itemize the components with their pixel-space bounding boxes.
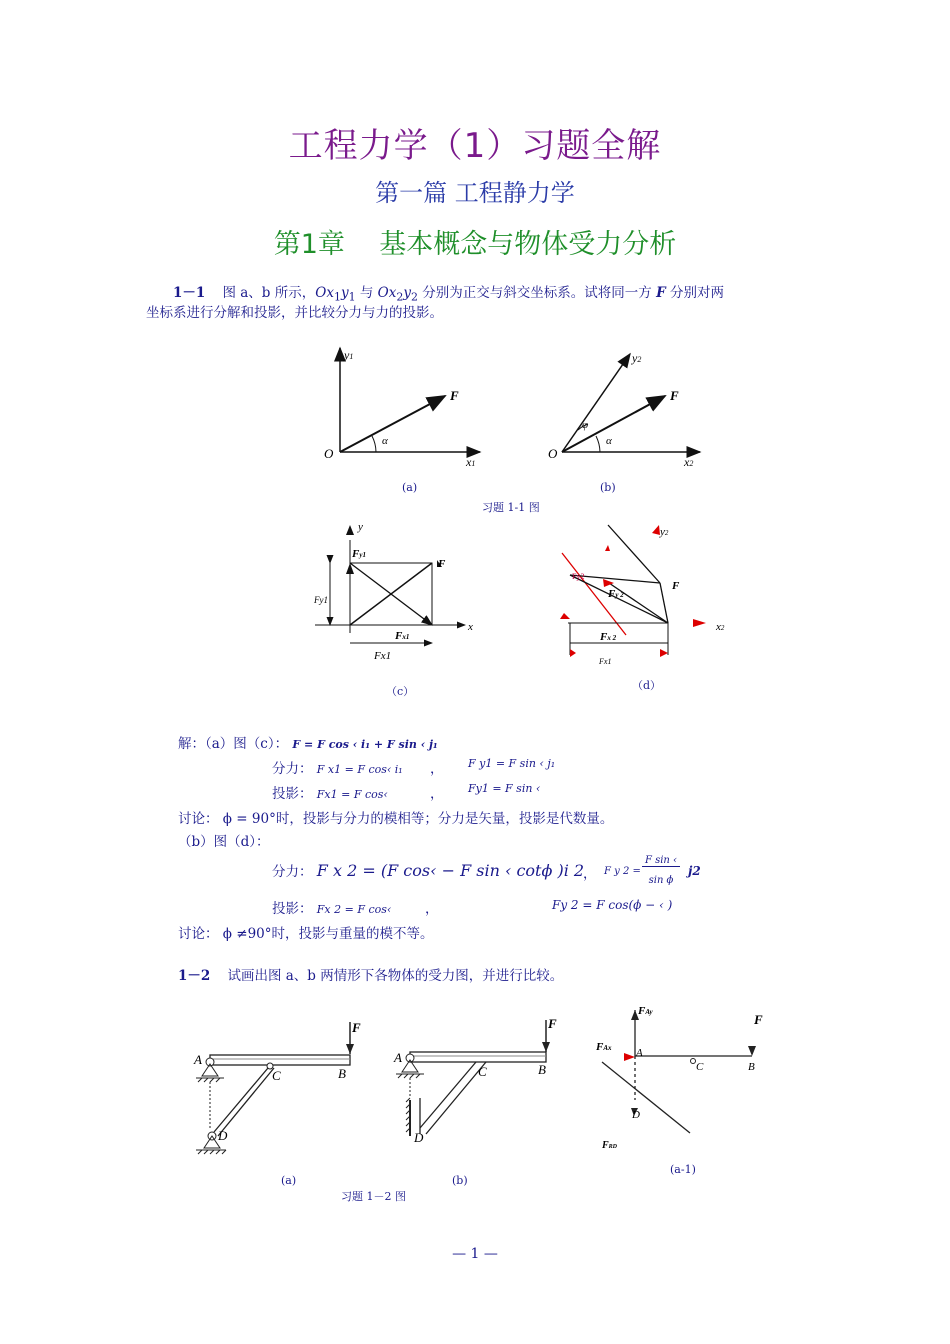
solution-a-fenli xyxy=(272,757,403,777)
Fx1-label: Fx1 xyxy=(599,657,612,666)
force-label: F xyxy=(352,1020,361,1035)
chapter-number: 1 xyxy=(300,229,318,260)
problem-text: 试画出图 a、b 两情形下各物体的受力图，并进行比较。 xyxy=(227,968,564,984)
label: 分力： xyxy=(272,761,313,777)
problem-text: 分别对两 xyxy=(665,285,724,301)
figure-1-2-caption: 习题 1－2 图 xyxy=(341,1190,406,1203)
force-label: F xyxy=(450,388,459,403)
page-number: — 1 — xyxy=(452,1246,498,1262)
point-label-A: A xyxy=(394,1050,402,1065)
Fx2-label: Fx 2 xyxy=(600,631,617,643)
figure-1-2-b xyxy=(390,1010,570,1160)
equation: F = F cos ‹ i₁ + F sin ‹ j₁ xyxy=(292,738,438,751)
equation: j2 xyxy=(688,864,701,878)
force-label: F xyxy=(548,1016,557,1031)
axis-label-x: x xyxy=(468,621,473,633)
problem-text: 图 a、b 所示， xyxy=(222,285,316,301)
solution-a-heading: 解：（a）图（c）： xyxy=(178,736,289,752)
problem-1-2-text xyxy=(178,966,563,986)
figure-b-label: (b) xyxy=(600,481,616,494)
origin-label: O xyxy=(324,446,334,461)
chapter-heading xyxy=(0,222,950,261)
comma: ， xyxy=(430,761,444,777)
equation: F y1 = F sin ‹ j₁ xyxy=(468,757,556,770)
point-label-C: C xyxy=(272,1068,281,1083)
comma: ， xyxy=(425,901,439,917)
solution-b-fenli xyxy=(272,860,584,880)
force-label: F xyxy=(672,580,680,592)
math-subscript: 2 xyxy=(411,290,418,304)
angle-label: φ xyxy=(582,419,589,431)
equation: Fy 2 = F cos(ϕ − ‹ ) xyxy=(552,898,673,912)
point-label-D: D xyxy=(414,1130,424,1145)
problem-number: 1－1 xyxy=(173,285,206,301)
FAx-label: FAx xyxy=(596,1041,612,1053)
equation: F x 2 = (F cos‹ − F sin ‹ cotϕ )i 2 xyxy=(316,861,585,880)
equation: Fx 2 = F cos‹ xyxy=(316,903,392,916)
point-label-B: B xyxy=(538,1062,546,1077)
axis-label-y: y xyxy=(358,521,363,533)
figure-1-1-caption: 习题 1-1 图 xyxy=(482,501,540,514)
axis-label-x1: x1 xyxy=(466,455,476,469)
figure-c-label: （c） xyxy=(386,685,415,698)
point-label-B: B xyxy=(338,1066,346,1081)
FRD-label: FRD xyxy=(602,1140,618,1151)
axis-label-x2: x2 xyxy=(684,455,694,469)
axis-label-x2: x2 xyxy=(716,621,725,633)
part-heading: 第一篇 工程静力学 xyxy=(375,179,575,207)
point-label-B: B xyxy=(748,1061,755,1073)
label: 投影： xyxy=(272,901,313,917)
document-title: 工程力学（1）习题全解 xyxy=(288,126,662,166)
discussion-2: 讨论： ϕ ≠90°时，投影与重量的模不等。 xyxy=(178,926,434,942)
chapter-name: 基本概念与物体受力分析 xyxy=(379,229,677,260)
math-symbol: Ox xyxy=(315,285,334,301)
figure-1-2-a1-label: (a-1) xyxy=(670,1163,696,1176)
force-label: F xyxy=(438,558,446,570)
fraction-numerator: F sin ‹ xyxy=(642,855,680,867)
Fy2-red-label: Fy2 xyxy=(572,572,585,581)
problem-text: 与 xyxy=(355,285,378,301)
equation: F y 2 = xyxy=(604,866,641,877)
equation: Fy1 = F sin ‹ xyxy=(468,782,541,795)
solution-a-line xyxy=(178,732,438,752)
figure-d-label: （d） xyxy=(632,679,662,692)
math-subscript: 1 xyxy=(348,290,356,304)
FAy-label: FAy xyxy=(638,1005,653,1017)
label: 投影： xyxy=(272,786,313,802)
solution-b-heading: （b）图（d）： xyxy=(178,834,270,850)
problem-number: 1－2 xyxy=(178,968,211,984)
problem-text: 分别为正交与斜交坐标系。试将同一方 xyxy=(418,285,657,301)
Fx1-label: Fx1 xyxy=(395,630,410,642)
comma: ， xyxy=(430,786,444,802)
axis-label-y1: y1 xyxy=(344,348,354,362)
angle-label: α xyxy=(606,435,612,447)
force-label: F xyxy=(670,388,679,403)
figure-c xyxy=(300,515,490,665)
equation: Fx1 = F cos‹ xyxy=(316,788,388,801)
Fx1-bottom-label: Fx1 xyxy=(374,650,392,662)
math-symbol: F xyxy=(656,285,666,301)
figure-1-2-a xyxy=(190,1010,370,1160)
point-label-A: A xyxy=(636,1047,643,1059)
comma: ， xyxy=(583,866,597,882)
solution-b-touying xyxy=(272,897,391,917)
figure-d xyxy=(548,515,748,675)
fraction-denominator: sin ϕ xyxy=(648,875,674,886)
figure-1-2-a1 xyxy=(590,1000,780,1160)
origin-label: O xyxy=(548,446,558,461)
point-label-A: A xyxy=(194,1052,202,1067)
force-label: F xyxy=(754,1012,763,1027)
point-label-C: C xyxy=(696,1061,704,1073)
problem-1-1-text-line2: 坐标系进行分解和投影，并比较分力与力的投影。 xyxy=(146,305,443,321)
equation: F x1 = F cos‹ i₁ xyxy=(316,763,403,776)
Fy1-label: Fy1 xyxy=(352,548,366,560)
figure-a-label: (a) xyxy=(402,481,418,494)
angle-label: α xyxy=(382,435,388,447)
math-symbol: y xyxy=(403,285,411,301)
Fy2-label: Fy 2 xyxy=(608,588,624,600)
math-subscript: 2 xyxy=(396,290,404,304)
discussion-1: 讨论： ϕ = 90°时，投影与分力的模相等；分力是矢量，投影是代数量。 xyxy=(178,811,614,827)
chapter-prefix: 第 xyxy=(273,229,301,260)
point-label-D: D xyxy=(218,1128,228,1143)
math-symbol: Ox xyxy=(377,285,397,301)
chapter-suffix: 章 xyxy=(317,229,345,260)
figure-1-1-ab xyxy=(310,340,730,475)
solution-a-touying xyxy=(272,782,388,802)
point-label-C: C xyxy=(478,1064,487,1079)
math-symbol: y xyxy=(340,285,349,301)
axis-label-y2: y2 xyxy=(660,526,669,538)
figure-1-2-a-label: (a) xyxy=(281,1174,297,1187)
point-label-D: D xyxy=(632,1109,640,1121)
label: 分力： xyxy=(272,864,313,880)
math-subscript: 1 xyxy=(333,290,341,304)
Fy1-side-label: Fy1 xyxy=(314,595,328,605)
axis-label-y2: y2 xyxy=(632,351,642,365)
figure-1-2-b-label: (b) xyxy=(452,1174,468,1187)
